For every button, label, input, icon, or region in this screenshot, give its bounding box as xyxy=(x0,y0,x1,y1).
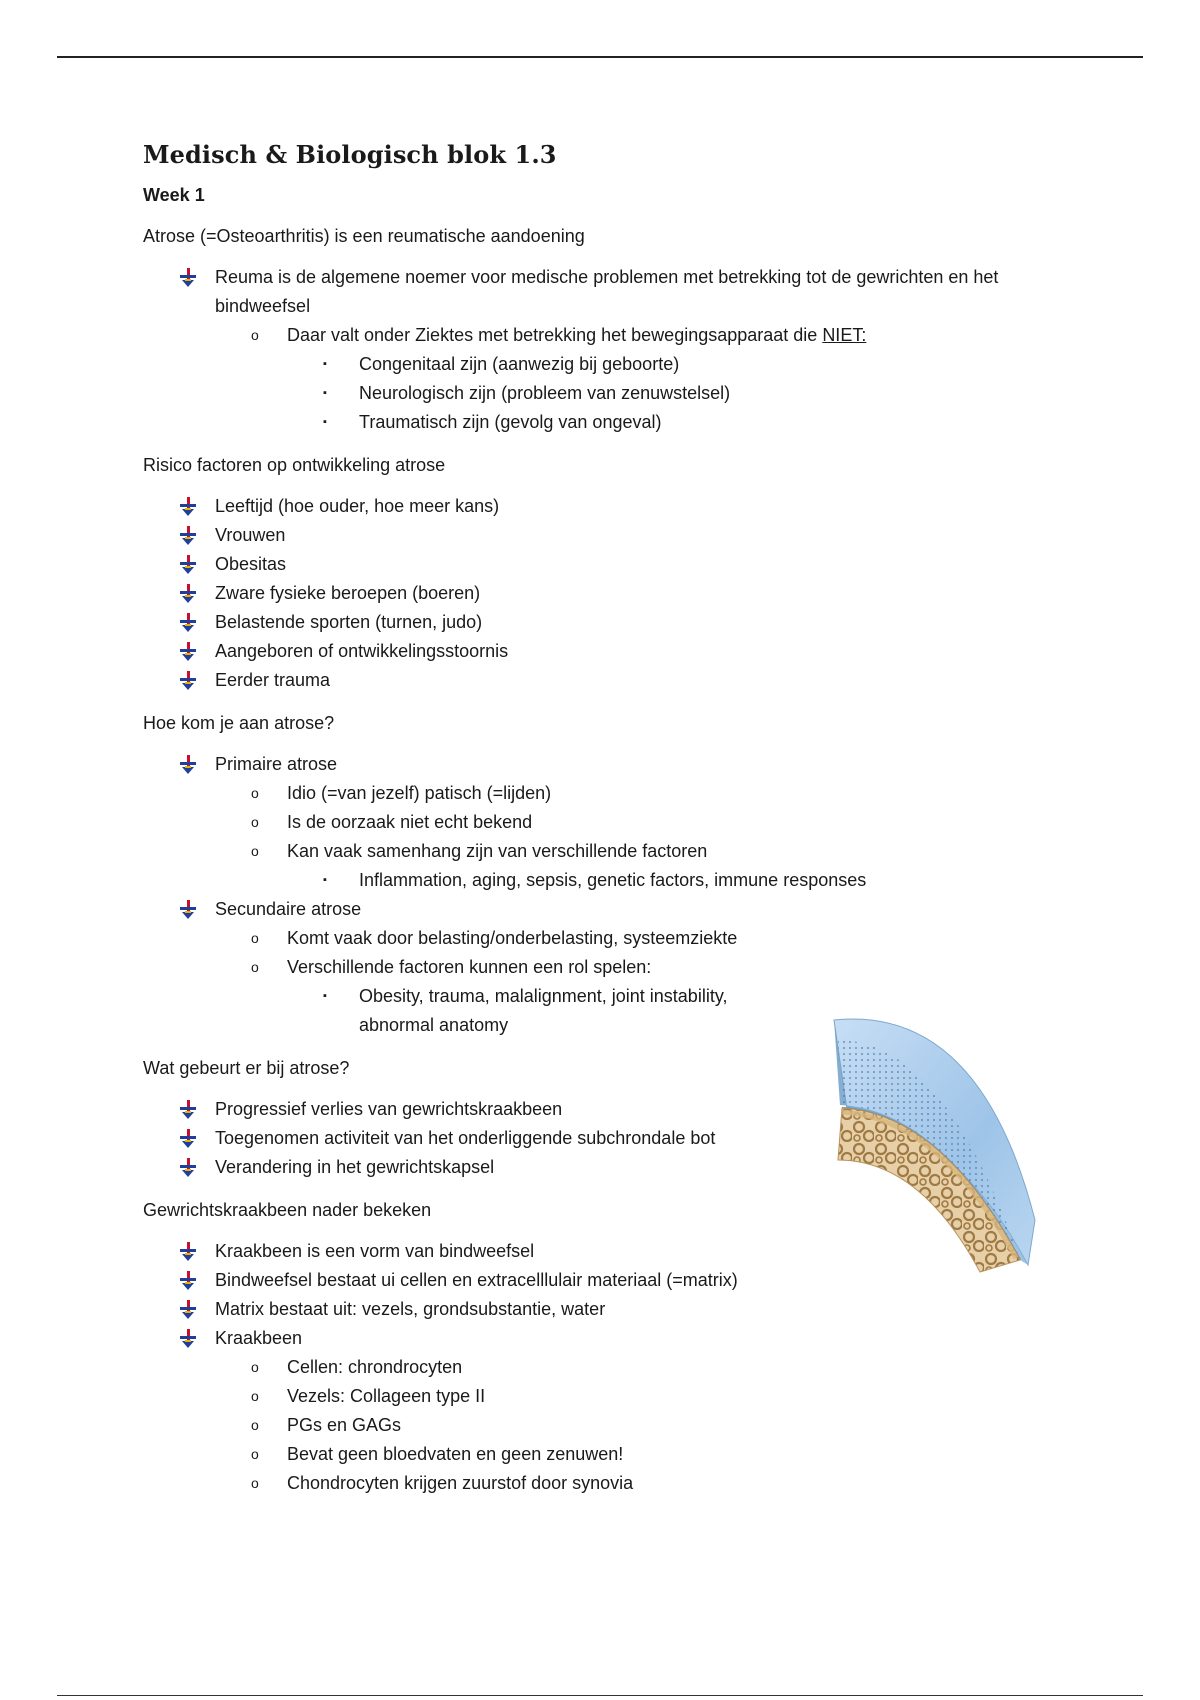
circle-bullet-icon: o xyxy=(251,814,259,830)
week-heading: Week 1 xyxy=(143,185,205,205)
sub-list-item: o Idio (=van jezelf) patisch (=lijden) xyxy=(287,779,1083,808)
square-bullet-icon: ▪ xyxy=(323,990,327,1002)
sub-list-item: o Vezels: Collageen type II xyxy=(287,1382,1083,1411)
happens-heading: Wat gebeurt er bij atrose? xyxy=(143,1058,350,1078)
list-item: Eerder trauma xyxy=(215,666,1083,695)
arrow-bullet-icon xyxy=(179,1329,197,1349)
arrow-bullet-icon xyxy=(179,526,197,546)
cause-heading: Hoe kom je aan atrose? xyxy=(143,713,335,733)
intro-text: Atrose (=Osteoarthritis) is een reumatische aandoening xyxy=(143,226,585,246)
document-page xyxy=(143,140,1083,1512)
list-item: Verandering in het gewrichtskapsel xyxy=(215,1153,1083,1182)
sub-list-item: o Daar valt onder Ziektes met betrekking het bewegingsapparaat die NIET: ▪ Congenitaal zijn (aanwezig bij geboorte) ▪ Neurologisch zijn (probleem van zenuwstelsel) ▪ Traumatisch zijn (gevolg van ongeval) xyxy=(287,321,1083,437)
arrow-bullet-icon xyxy=(179,1100,197,1120)
risk-heading: Risico factoren op ontwikkeling atrose xyxy=(143,455,446,475)
sub-list xyxy=(215,779,1083,895)
bottom-rule xyxy=(57,1695,1143,1696)
arrow-bullet-icon xyxy=(179,642,197,662)
emphasis-niet: NIET: xyxy=(822,325,867,345)
arrow-bullet-icon xyxy=(179,1242,197,1262)
list-item: Bindweefsel bestaat ui cellen en extracelllulair materiaal (=matrix) xyxy=(215,1266,1083,1295)
arrow-bullet-icon xyxy=(179,1271,197,1291)
list-item: Kraakbeen is een vorm van bindweefsel xyxy=(215,1237,1083,1266)
list-item: Toegenomen activiteit van het onderliggende subchrondale bot xyxy=(215,1124,1083,1153)
list-item: Obesitas xyxy=(215,550,1083,579)
cause-list xyxy=(143,750,1083,1040)
sub-list-item: o Is de oorzaak niet echt bekend xyxy=(287,808,1083,837)
list-item: Kraakbeen o Cellen: chrondrocyten o Vezels: Collageen type II o PGs en GAGs o Bevat geen bloedvaten en geen zenuwen! o Chondrocyten krijgen zuurstof door synovia xyxy=(215,1324,1083,1498)
top-rule xyxy=(57,56,1143,58)
circle-bullet-icon: o xyxy=(251,1388,259,1404)
sub-list xyxy=(215,321,1083,437)
list-item: Zware fysieke beroepen (boeren) xyxy=(215,579,1083,608)
square-bullet-icon: ▪ xyxy=(323,387,327,399)
arrow-bullet-icon xyxy=(179,1158,197,1178)
square-bullet-icon: ▪ xyxy=(323,874,327,886)
sub-list-item: o Kan vaak samenhang zijn van verschillende factoren ▪ Inflammation, aging, sepsis, genetic factors, immune responses xyxy=(287,837,1083,895)
arrow-bullet-icon xyxy=(179,613,197,633)
sub-list-item: o Bevat geen bloedvaten en geen zenuwen! xyxy=(287,1440,1083,1469)
cartilage-list xyxy=(143,1237,1083,1498)
arrow-bullet-icon xyxy=(179,1129,197,1149)
list-item: Matrix bestaat uit: vezels, grondsubstantie, water xyxy=(215,1295,1083,1324)
cartilage-heading: Gewrichtskraakbeen nader bekeken xyxy=(143,1200,432,1220)
circle-bullet-icon: o xyxy=(251,327,259,343)
arrow-bullet-icon xyxy=(179,900,197,920)
list-item: Aangeboren of ontwikkelingsstoornis xyxy=(215,637,1083,666)
subsub-list-item: ▪ Inflammation, aging, sepsis, genetic factors, immune responses xyxy=(359,866,1083,895)
arrow-bullet-icon xyxy=(179,755,197,775)
risk-list xyxy=(143,492,1083,695)
circle-bullet-icon: o xyxy=(251,1446,259,1462)
intro-list xyxy=(143,263,1083,437)
arrow-bullet-icon xyxy=(179,497,197,517)
list-item: Progressief verlies van gewrichtskraakbeen xyxy=(215,1095,1083,1124)
circle-bullet-icon: o xyxy=(251,785,259,801)
subsub-list-item: ▪ Traumatisch zijn (gevolg van ongeval) xyxy=(359,408,1083,437)
list-item: Belastende sporten (turnen, judo) xyxy=(215,608,1083,637)
sub-list-item: o Komt vaak door belasting/onderbelasting, systeemziekte xyxy=(287,924,1083,953)
circle-bullet-icon: o xyxy=(251,1475,259,1491)
subsub-list xyxy=(287,350,1083,437)
list-item: Reuma is de algemene noemer voor medische problemen met betrekking tot de gewrichten en het bindweefsel o Daar valt onder Ziektes met betrekking het bewegingsapparaat die NIET: ▪ Congenitaal zijn (aanwezig bij geboorte) ▪ Neurologisch zijn (probleem van zenuwstelsel) ▪ Traumatisch zijn (gevolg van ongeval) xyxy=(215,263,1083,437)
sub-list-item: o Cellen: chrondrocyten xyxy=(287,1353,1083,1382)
arrow-bullet-icon xyxy=(179,1300,197,1320)
circle-bullet-icon: o xyxy=(251,1417,259,1433)
sub-list xyxy=(215,1353,1083,1498)
arrow-bullet-icon xyxy=(179,671,197,691)
subsub-list-item: ▪ Congenitaal zijn (aanwezig bij geboorte) xyxy=(359,350,1083,379)
circle-bullet-icon: o xyxy=(251,1359,259,1375)
subsub-list xyxy=(287,866,1083,895)
subsub-list-item: ▪ Obesity, trauma, malalignment, joint instability, abnormal anatomy xyxy=(359,982,789,1040)
list-item: Vrouwen xyxy=(215,521,1083,550)
arrow-bullet-icon xyxy=(179,584,197,604)
arrow-bullet-icon xyxy=(179,268,197,288)
circle-bullet-icon: o xyxy=(251,843,259,859)
square-bullet-icon: ▪ xyxy=(323,358,327,370)
list-item: Leeftijd (hoe ouder, hoe meer kans) xyxy=(215,492,1083,521)
list-item: Primaire atrose o Idio (=van jezelf) patisch (=lijden) o Is de oorzaak niet echt bekend o Kan vaak samenhang zijn van verschillende factoren ▪ Inflammation, aging, sepsis, genetic factors, immune responses xyxy=(215,750,1083,895)
sub-list-item: o PGs en GAGs xyxy=(287,1411,1083,1440)
circle-bullet-icon: o xyxy=(251,959,259,975)
subsub-list-item: ▪ Neurologisch zijn (probleem van zenuwstelsel) xyxy=(359,379,1083,408)
circle-bullet-icon: o xyxy=(251,930,259,946)
arrow-bullet-icon xyxy=(179,555,197,575)
sub-list-item: o Chondrocyten krijgen zuurstof door synovia xyxy=(287,1469,1083,1498)
list-item: Secundaire atrose o Komt vaak door belasting/onderbelasting, systeemziekte o Verschillende factoren kunnen een rol spelen: ▪ Obesity, trauma, malalignment, joint instability, abnormal anatomy xyxy=(215,895,1083,1040)
cartilage-bone-illustration xyxy=(830,1010,1050,1275)
document-title: Medisch & Biologisch blok 1.3 xyxy=(143,140,557,169)
sub-list-item: o Verschillende factoren kunnen een rol spelen: ▪ Obesity, trauma, malalignment, joint instability, abnormal anatomy xyxy=(287,953,1083,1040)
square-bullet-icon: ▪ xyxy=(323,416,327,428)
